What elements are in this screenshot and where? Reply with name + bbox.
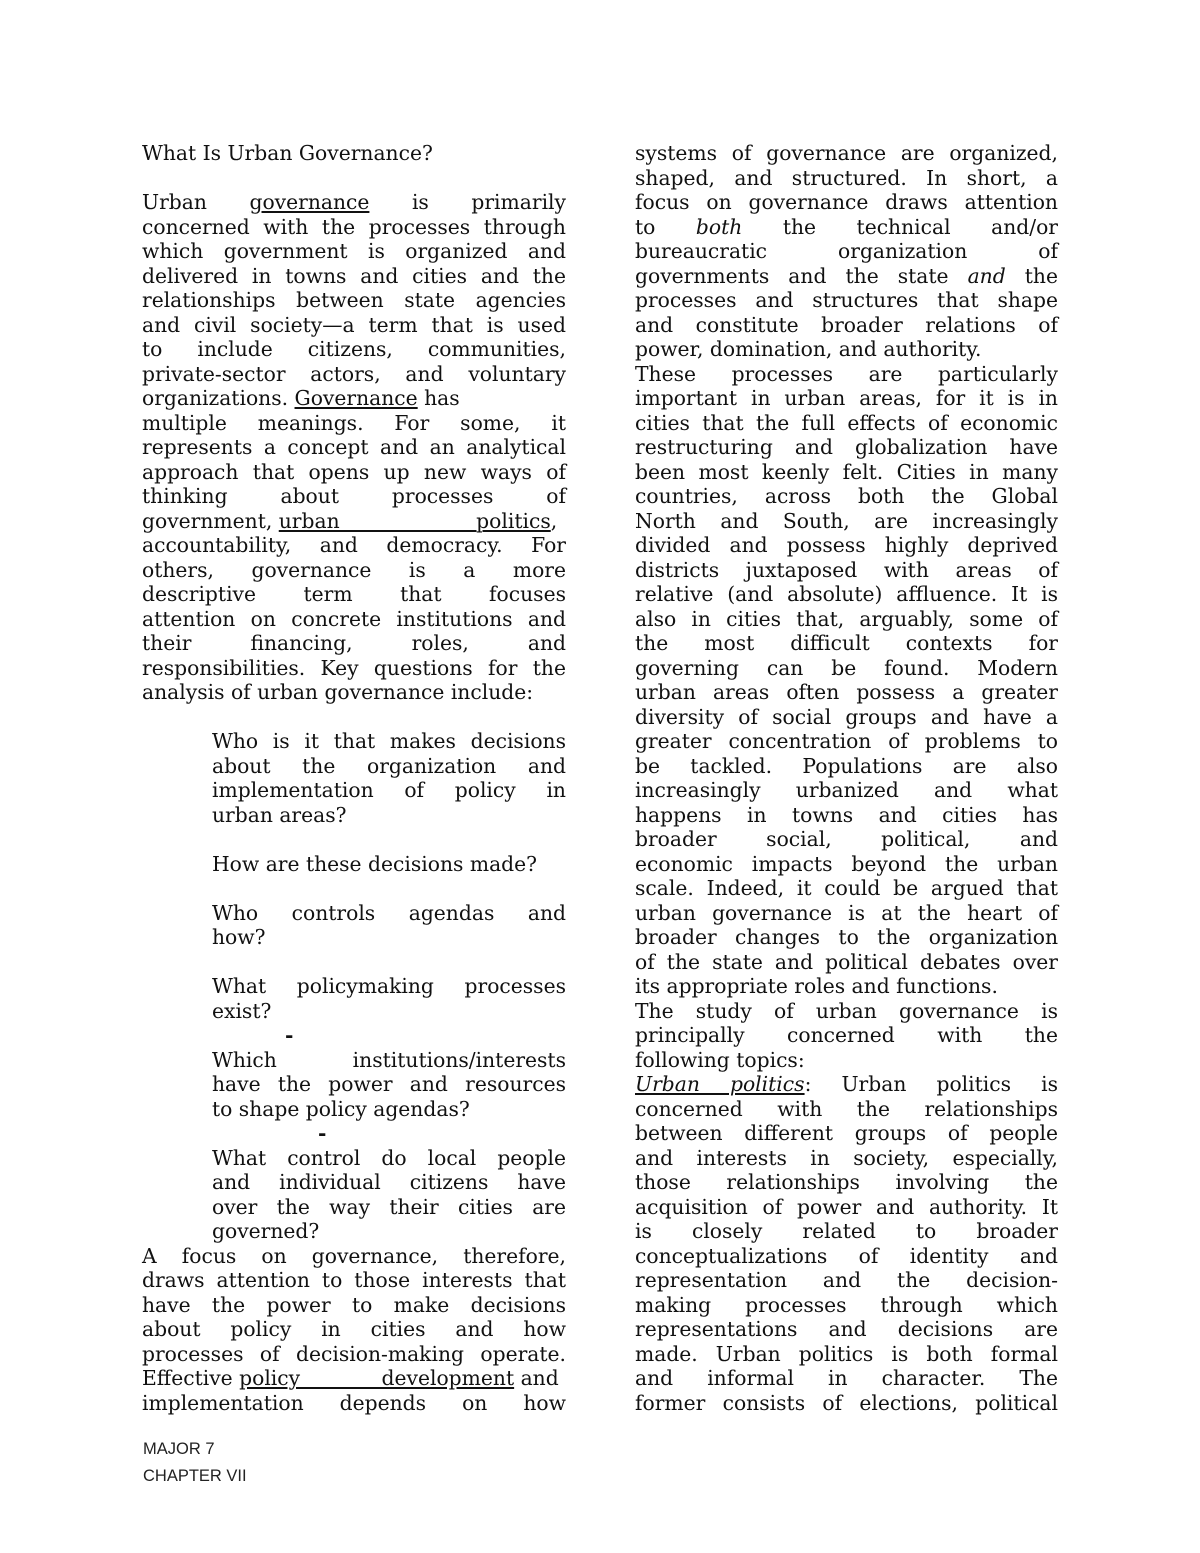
text-line: These processes are particularly <box>635 361 1058 386</box>
text-line: shaped, and structured. In short, a <box>635 165 1058 190</box>
text-line: relative (and absolute) affluence. It is <box>635 582 1058 606</box>
text-line: others, governance is a more <box>142 557 566 582</box>
text-line: government, urban politics, <box>142 508 558 533</box>
text-line: those relationships involving the <box>635 1170 1058 1194</box>
question-line: about the organization and <box>212 753 566 778</box>
text-line: made. Urban politics is both formal <box>635 1341 1058 1366</box>
text-line: its appropriate roles and functions. <box>635 974 998 998</box>
text-line: processes of decision-making operate. <box>142 1341 566 1366</box>
text-line: urban governance is at the heart of <box>635 900 1058 925</box>
text-line: organizations. Governance has <box>142 386 460 410</box>
text-line: implementation depends on how <box>142 1390 566 1415</box>
text-line: countries, across both the Global <box>635 484 1058 508</box>
question-line: have the power and resources <box>212 1072 566 1096</box>
text-line: between different groups of people <box>635 1121 1058 1145</box>
text-line: concerned with the processes through <box>142 214 566 239</box>
question-line: urban areas? <box>212 802 347 827</box>
dash-marker: - <box>285 1023 294 1047</box>
text-line: thinking about processes of <box>142 484 566 508</box>
text-line: urban areas often possess a greater <box>635 680 1058 704</box>
text-line: governing can be found. Modern <box>635 655 1058 680</box>
text-line: be tackled. Populations are also <box>635 753 1058 778</box>
text-line: approach that opens up new ways of <box>142 459 566 484</box>
text-line: governments and the state and the <box>635 263 1058 288</box>
text-line: and civil society—a term that is used <box>142 312 566 337</box>
text-line: of the state and political debates over <box>635 949 1058 974</box>
text-line: and informal in character. The <box>635 1366 1058 1390</box>
text-line: to both the technical and/or <box>635 214 1058 239</box>
section-heading: What Is Urban Governance? <box>142 141 433 165</box>
text-line: Effective policy development and <box>142 1366 559 1390</box>
question-line: to shape policy agendas? <box>212 1096 470 1121</box>
text-line: concerned with the relationships <box>635 1096 1058 1121</box>
footer-chapter: CHAPTER VII <box>143 1467 247 1485</box>
text-line: happens in towns and cities has <box>635 802 1058 827</box>
question-line: over the way their cities are <box>212 1194 566 1219</box>
text-line: A focus on governance, therefore, <box>142 1243 566 1268</box>
text-line: systems of governance are organized, <box>635 141 1058 165</box>
text-line: power, domination, and authority. <box>635 337 982 361</box>
text-line: multiple meanings. For some, it <box>142 410 566 435</box>
text-line: is closely related to broader <box>635 1219 1058 1243</box>
text-line: their financing, roles, and <box>142 631 566 655</box>
text-line: making processes through which <box>635 1292 1058 1317</box>
text-line: represents a concept and an analytical <box>142 435 566 459</box>
question-line: and individual citizens have <box>212 1170 566 1194</box>
text-line: following topics: <box>635 1047 805 1072</box>
emphasis-both: both <box>695 214 743 239</box>
text-line: Urban governance is primarily <box>142 190 566 214</box>
text-line: important in urban areas, for it is in <box>635 386 1058 410</box>
link-urban-politics[interactable]: urban politics <box>278 508 551 533</box>
text-line: increasingly urbanized and what <box>635 778 1058 802</box>
question-line: governed? <box>212 1219 320 1243</box>
text-line: and constitute broader relations of <box>635 312 1058 337</box>
text-line: greater concentration of problems to <box>635 729 1058 753</box>
text-line: delivered in towns and cities and the <box>142 263 566 288</box>
text-line: about policy in cities and how <box>142 1317 566 1341</box>
emphasis-and: and <box>967 263 1006 288</box>
text-line: acquisition of power and authority. It <box>635 1194 1058 1219</box>
text-line: cities that the full effects of economic <box>635 410 1058 435</box>
left-column <box>142 141 566 1415</box>
text-line: attention on concrete institutions and <box>142 606 566 631</box>
text-line: divided and possess highly deprived <box>635 533 1058 557</box>
text-line: broader social, political, and <box>635 827 1058 851</box>
text-line: Urban politics: Urban politics is <box>635 1072 1058 1096</box>
footer-major: MAJOR 7 <box>143 1440 215 1458</box>
right-column <box>635 141 1058 1415</box>
text-line: former consists of elections, political <box>635 1390 1058 1415</box>
question-line: Who is it that makes decisions <box>212 729 566 753</box>
link-policy-development[interactable]: policy development <box>239 1366 515 1390</box>
text-line: The study of urban governance is <box>635 998 1058 1023</box>
text-line: to include citizens, communities, <box>142 337 566 361</box>
text-line: draws attention to those interests that <box>142 1268 566 1292</box>
text-line: representation and the decision- <box>635 1268 1058 1292</box>
text-line: private-sector actors, and voluntary <box>142 361 566 386</box>
text-line: North and South, are increasingly <box>635 508 1058 533</box>
question-line: How are these decisions made? <box>212 851 538 876</box>
text-line: broader changes to the organization <box>635 925 1058 949</box>
text-line: principally concerned with the <box>635 1023 1058 1047</box>
text-line: analysis of urban governance include: <box>142 680 534 704</box>
text-line: descriptive term that focuses <box>142 582 566 606</box>
text-line: relationships between state agencies <box>142 288 566 312</box>
question-line: exist? <box>212 998 272 1023</box>
text-line: bureaucratic organization of <box>635 239 1058 263</box>
question-line: implementation of policy in <box>212 778 566 802</box>
text-line: and interests in society, especially, <box>635 1145 1058 1170</box>
text-line: accountability, and democracy. For <box>142 533 566 557</box>
text-line: restructuring and globalization have <box>635 435 1058 459</box>
text-line: the most difficult contexts for <box>635 631 1058 655</box>
question-line: What control do local people <box>212 1145 566 1170</box>
link-governance-2[interactable]: Governance <box>294 386 418 410</box>
text-line: also in cities that, arguably, some of <box>635 606 1058 631</box>
text-line: processes and structures that shape <box>635 288 1058 312</box>
link-governance[interactable]: governance <box>249 190 370 214</box>
question-line: Which institutions/interests <box>212 1047 566 1072</box>
link-urban-politics-topic[interactable]: Urban politics <box>635 1072 805 1096</box>
text-line: focus on governance draws attention <box>635 190 1058 214</box>
text-line: scale. Indeed, it could be argued that <box>635 876 1058 900</box>
question-line: how? <box>212 925 266 949</box>
text-line: responsibilities. Key questions for the <box>142 655 566 680</box>
question-line: Who controls agendas and <box>212 900 566 925</box>
text-line: conceptualizations of identity and <box>635 1243 1058 1268</box>
dash-marker: - <box>318 1121 327 1145</box>
text-line: have the power to make decisions <box>142 1292 566 1317</box>
text-line: been most keenly felt. Cities in many <box>635 459 1058 484</box>
text-line: districts juxtaposed with areas of <box>635 557 1058 582</box>
text-line: representations and decisions are <box>635 1317 1058 1341</box>
text-line: which government is organized and <box>142 239 566 263</box>
question-line: What policymaking processes <box>212 974 566 998</box>
text-line: economic impacts beyond the urban <box>635 851 1058 876</box>
text-line: diversity of social groups and have a <box>635 704 1058 729</box>
